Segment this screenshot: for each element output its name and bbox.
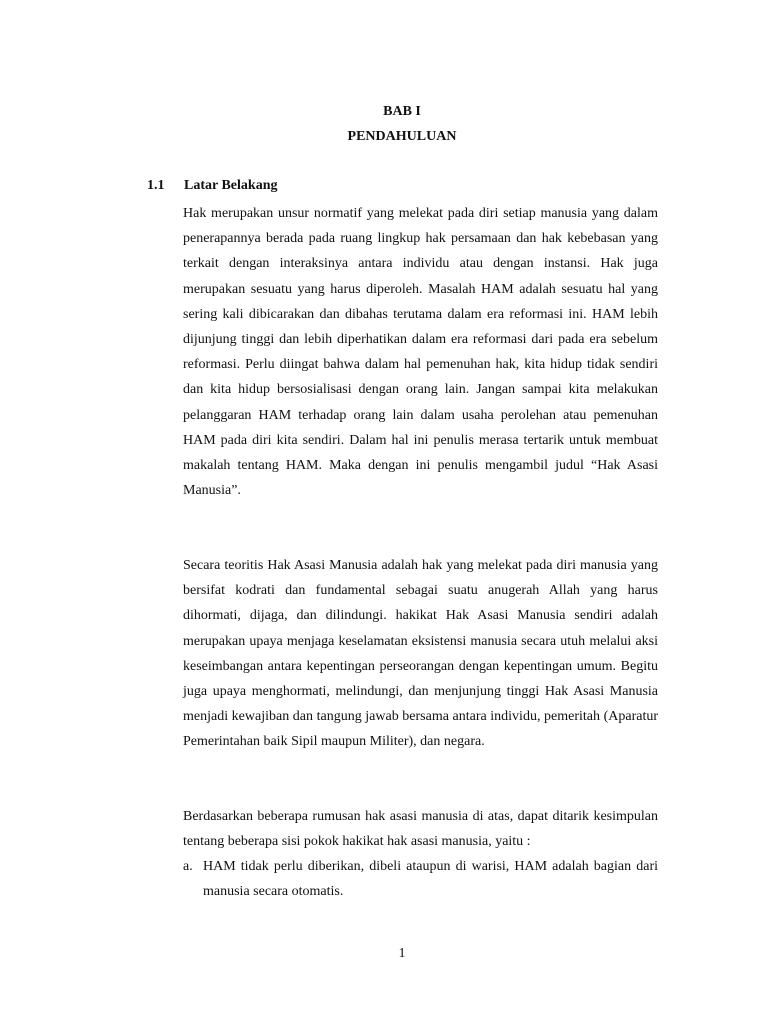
paragraph-2: Secara teoritis Hak Asasi Manusia adalah hak yang melekat pada diri manusia yang bersifat kodrati dan fundamental sebagai suatu anugerah Allah yang harus dihormati, dijaga, dan dilindungi. hakikat Hak Asasi Manusia sendiri adalah merupakan upaya menjaga keselamatan eksistensi manusia secara utuh melalui aksi keseimbangan antara kepentingan perseorangan dengan kepentingan umum. Begitu juga upaya menghormati, melindungi, dan menjunjung tinggi Hak Asasi Manusia menjadi kewajiban dan tangung jawab bersama antara individu, pemeritah (Aparatur Pemerintahan baik Sipil maupun Militer), dan negara. xyxy=(183,558,658,750)
section-title: Latar Belakang xyxy=(184,178,278,193)
page-number: 1 xyxy=(398,946,406,961)
list-marker: a. xyxy=(183,859,193,874)
paragraph-3: Berdasarkan beberapa rumusan hak asasi manusia di atas, dapat ditarik kesimpulan tentang beberapa sisi pokok hakikat hak asasi manusia, yaitu : xyxy=(183,809,658,850)
list-item xyxy=(183,854,658,904)
paragraph-1: Hak merupakan unsur normatif yang melekat pada diri setiap manusia yang dalam penerapannya berada pada ruang lingkup hak persamaan dan hak kebebasan yang terkait dengan interaksinya antara individu atau dengan instansi. Hak juga merupakan sesuatu yang harus diperoleh. Masalah HAM adalah sesuatu hal yang sering kali dibicarakan dan dibahas terutama dalam era reformasi ini. HAM lebih dijunjung tinggi dan lebih diperhatikan dalam era reformasi dari pada era sebelum reformasi. Perlu diingat bahwa dalam hal pemenuhan hak, kita hidup tidak sendiri dan kita hidup bersosialisasi dengan orang lain. Jangan sampai kita melakukan pelanggaran HAM terhadap orang lain dalam usaha perolehan atau pemenuhan HAM pada diri kita sendiri. Dalam hal ini penulis merasa tertarik untuk membuat makalah tentang HAM. Maka dengan ini penulis mengambil judul “Hak Asasi Manusia”. xyxy=(183,206,658,499)
chapter-title: PENDAHULUAN xyxy=(347,129,457,144)
list-item-text: HAM tidak perlu diberikan, dibeli ataupun di warisi, HAM adalah bagian dari manusia secara otomatis. xyxy=(203,859,658,900)
chapter-label: BAB I xyxy=(383,104,421,119)
section-number: 1.1 xyxy=(147,178,165,193)
